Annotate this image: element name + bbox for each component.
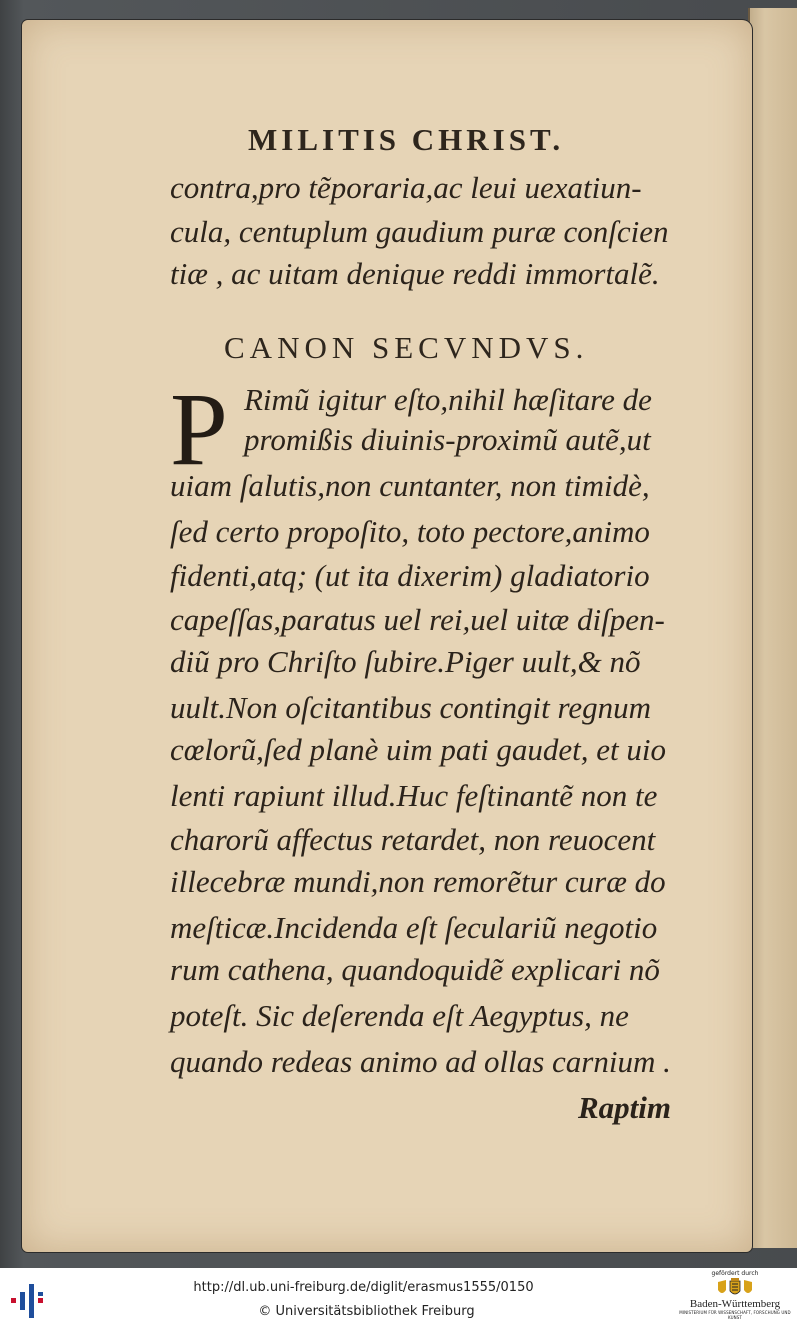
sponsor-name: Baden-Württemberg <box>689 1298 781 1310</box>
text-line: meſticæ.Incidenda eſt ſeculariũ negotio <box>170 910 658 945</box>
facing-page-edge <box>748 8 797 1248</box>
text-line: contra,pro tẽporaria,ac leui uexatiun- <box>170 170 642 205</box>
sponsor-block <box>676 1270 794 1320</box>
text-line: rum cathena, quandoquidẽ explicari nõ <box>170 952 660 987</box>
text-line: quando redeas animo ad ollas carnium . <box>170 1044 671 1079</box>
text-line: illecebræ mundi,non remorẽtur curæ do <box>170 864 666 899</box>
text-line: lenti rapiunt illud.Huc feſtinantẽ non te <box>170 778 658 813</box>
text-line: charorũ affectus retardet, non reuocent <box>170 822 656 857</box>
text-line: Rimũ igitur eſto,nihil hæſitare de <box>244 382 652 417</box>
running-head: MILITIS CHRIST. <box>248 122 565 157</box>
catchword: Raptim <box>578 1090 672 1125</box>
text-line: tiæ , ac uitam denique reddi immortalẽ. <box>170 256 660 291</box>
drop-cap: P <box>170 372 228 487</box>
text-line: diũ pro Chriſto ſubire.Piger uult,& nõ <box>170 644 641 679</box>
text-line: uult.Non oſcitantibus contingit regnum <box>170 690 652 725</box>
text-line: poteſt. Sic deſerenda eſt Aegyptus, ne <box>170 998 629 1033</box>
permalink-url[interactable]: http://dl.ub.uni-freiburg.de/diglit/erasmus1555/0150 <box>193 1280 534 1295</box>
text-line: capeſſas,paratus uel rei,uel uitæ diſpen- <box>170 602 665 637</box>
text-line: cula, centuplum gaudium puræ conſcien <box>170 214 669 249</box>
canon-title: CANON SECVNDVS. <box>224 330 589 365</box>
viewer-footer <box>0 1268 797 1326</box>
text-line: uiam ſalutis,non cuntanter, non timidè, <box>170 468 650 503</box>
text-line: promißis diuinis-proximũ autẽ,ut <box>244 422 651 457</box>
sponsor-ministry: MINISTERIUM FÜR WISSENSCHAFT, FORSCHUNG UND KUNST <box>679 1310 791 1320</box>
copyright-notice: © Universitätsbibliothek Freiburg <box>258 1304 475 1319</box>
text-line: fidenti,atq; (ut ita dixerim) gladiatorio <box>170 558 650 593</box>
text-line: ſed certo propoſito, toto pectore,animo <box>170 514 650 549</box>
coat-of-arms-icon <box>716 1278 754 1298</box>
text-line: cœlorũ,ſed planè uim pati gaudet, et uio <box>170 732 666 767</box>
sponsor-label: gefördert durch <box>711 1270 759 1277</box>
